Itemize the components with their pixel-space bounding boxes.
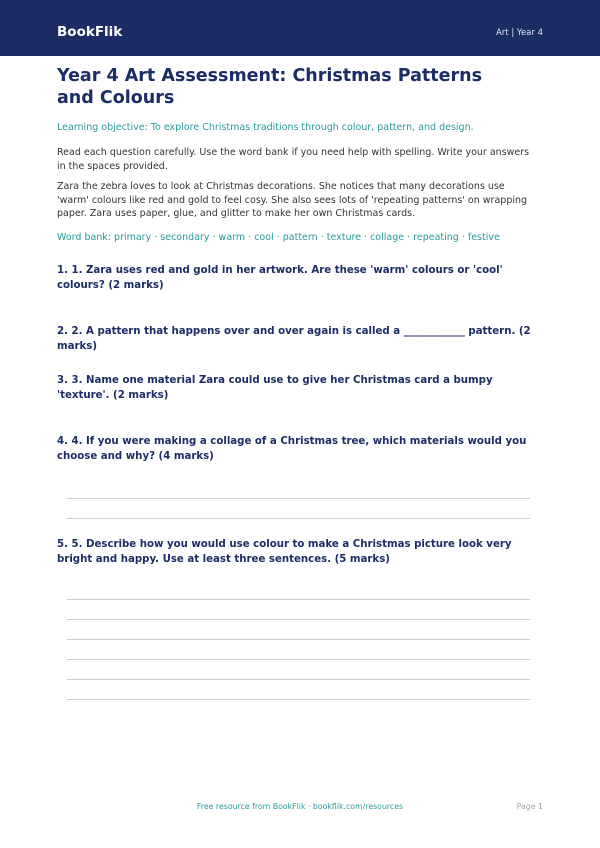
question-1: 1. 1. Zara uses red and gold in her artwork. Are these 'warm' colours or 'cool' colours? (2 marks): [57, 265, 503, 291]
question-5: 5. 5. Describe how you would use colour to make a Christmas picture look very bright and happy. Use at least three sentences. (5 marks): [57, 539, 512, 565]
answer-line[interactable]: [67, 619, 530, 620]
page-title: Year 4 Art Assessment: Christmas Patterns and Colours: [57, 66, 482, 108]
question-2: 2. 2. A pattern that happens over and over again is called a ____________ pattern. (2 marks): [57, 326, 531, 352]
answer-line[interactable]: [67, 518, 530, 519]
answer-line[interactable]: [67, 599, 530, 600]
word-bank: Word bank: primary · secondary · warm · cool · pattern · texture · collage · repeating · festive: [57, 232, 500, 243]
passage-text: Zara the zebra loves to look at Christmas decorations. She notices that many decorations use 'warm' colours like red and gold to feel cosy. She also sees lots of 'repeating patterns' on wrapping paper. Zara uses paper, glue, and glitter to make her own Christmas cards.: [57, 181, 528, 219]
answer-line[interactable]: [67, 659, 530, 660]
answer-line[interactable]: [67, 699, 530, 700]
answer-line[interactable]: [67, 498, 530, 499]
answer-line[interactable]: [67, 639, 530, 640]
footer-credit[interactable]: Free resource from BookFlik · bookflik.com/resources: [196, 802, 404, 811]
question-4: 4. 4. If you were making a collage of a Christmas tree, which materials would you choose and why? (4 marks): [57, 436, 527, 462]
header-bar: [0, 0, 600, 56]
answer-line[interactable]: [67, 679, 530, 680]
page-number: Page 1: [516, 802, 543, 811]
instructions-text: Read each question carefully. Use the word bank if you need help with spelling. Write your answers in the spaces provided.: [57, 147, 530, 172]
brand-logo-text[interactable]: BookFlik: [57, 24, 123, 40]
breadcrumb: Art | Year 4: [495, 28, 543, 38]
learning-objective: Learning objective: To explore Christmas traditions through colour, pattern, and design.: [57, 122, 474, 133]
question-3: 3. 3. Name one material Zara could use to give her Christmas card a bumpy 'texture'. (2 marks): [57, 375, 493, 401]
